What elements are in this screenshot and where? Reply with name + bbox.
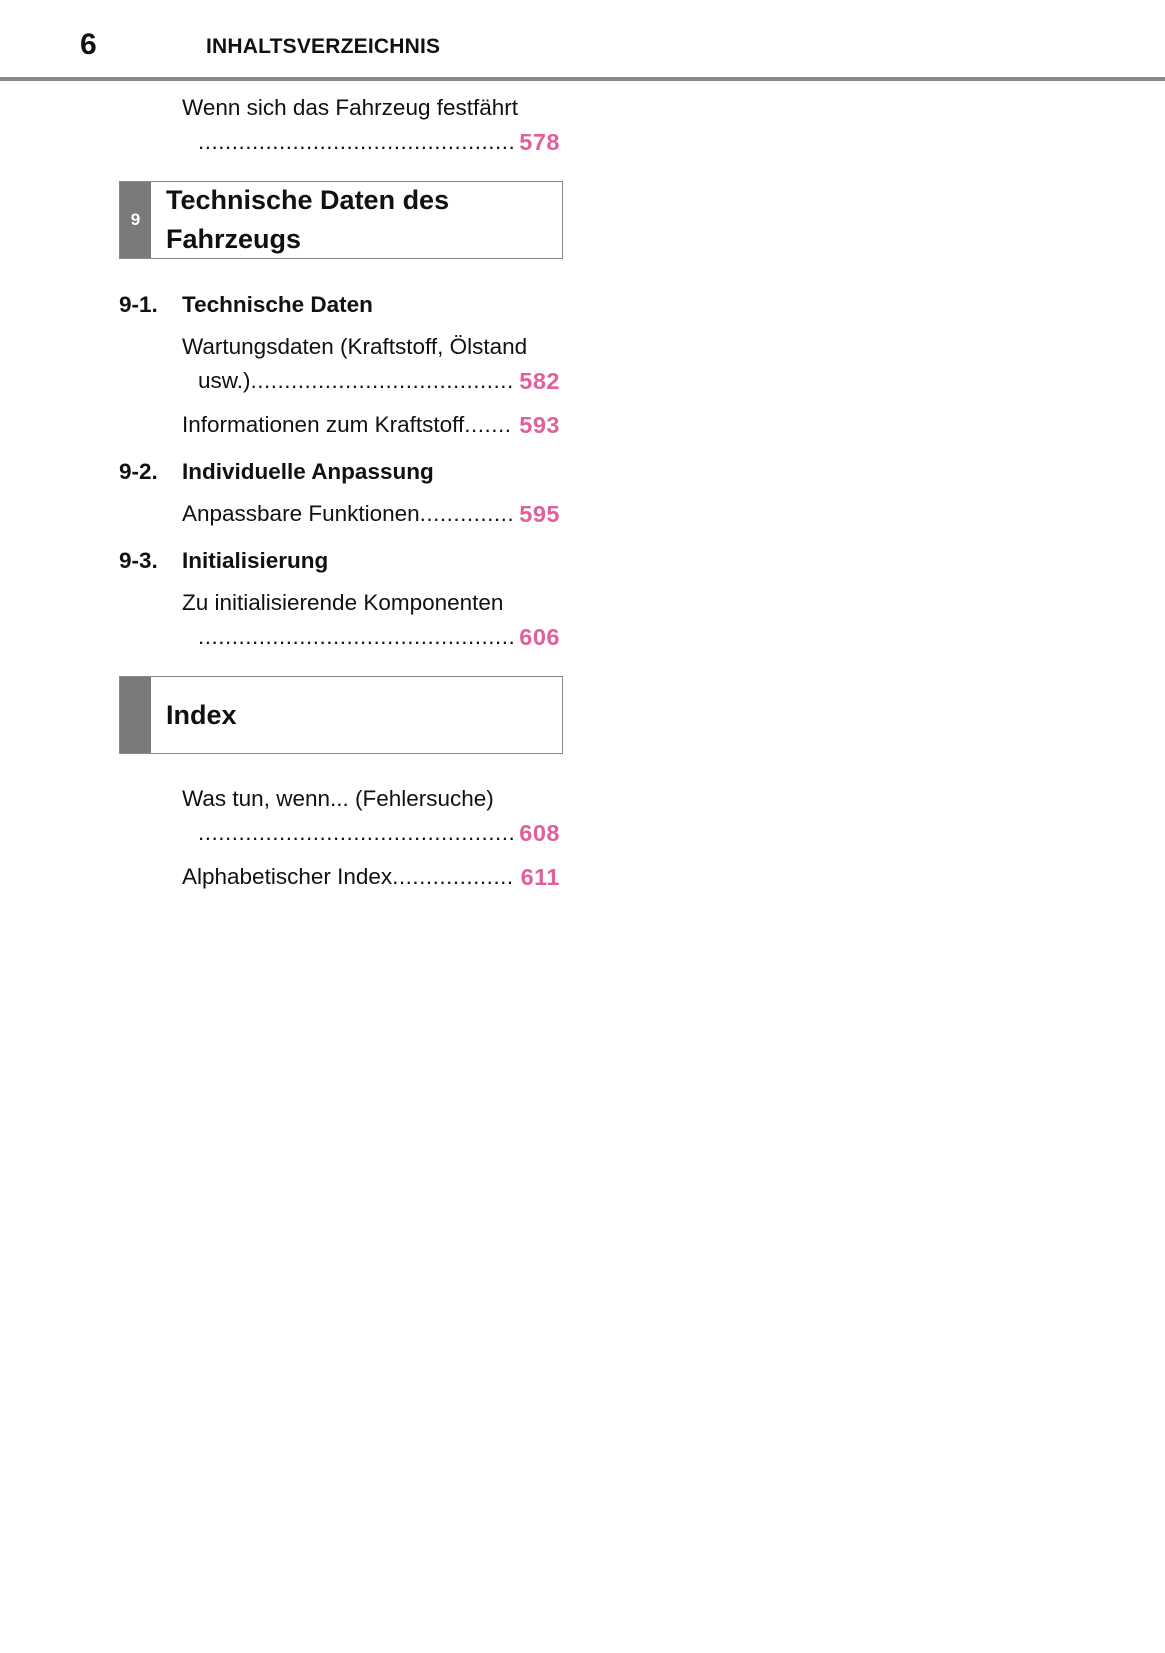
page-number: 6 xyxy=(80,28,97,61)
chapter-heading-9-1[interactable] xyxy=(119,288,373,322)
toc-page-ref[interactable]: 611 xyxy=(520,864,560,890)
toc-entry-wartungsdaten[interactable] xyxy=(182,330,560,398)
leader-dots xyxy=(198,620,513,654)
chapter-heading-9-3[interactable] xyxy=(119,544,328,578)
toc-entry-text: Wenn sich das Fahrzeug festfährt xyxy=(182,95,519,120)
leader-dots xyxy=(392,860,514,894)
leader-dots xyxy=(251,364,514,398)
toc-page-ref[interactable]: 608 xyxy=(519,820,560,846)
chapter-number: 9-3. xyxy=(119,548,158,573)
toc-page-ref[interactable]: 593 xyxy=(519,412,560,438)
page-title: INHALTSVERZEICHNIS xyxy=(206,35,441,58)
leader-dots xyxy=(198,125,513,159)
toc-entry-alphabetischer-index[interactable] xyxy=(182,860,560,894)
toc-entry-text-cont: usw.) xyxy=(198,368,251,393)
toc-page-ref[interactable]: 606 xyxy=(519,624,560,650)
toc-entry-text: Alphabetischer Index xyxy=(182,864,393,889)
toc-entry-fehlersuche[interactable] xyxy=(182,782,560,850)
section-title: Index xyxy=(166,699,237,730)
chapter-title: Initialisierung xyxy=(182,548,329,573)
leader-dots xyxy=(198,816,513,850)
toc-entry-text: Was tun, wenn... (Fehlersuche) xyxy=(182,786,494,811)
leader-dots xyxy=(420,497,514,531)
section-tab-number: 9 xyxy=(120,182,151,258)
chapter-number: 9-1. xyxy=(119,292,158,317)
toc-entry-text: Informationen zum Kraftstoff xyxy=(182,412,465,437)
header-divider xyxy=(0,77,1165,81)
toc-entry-kraftstoff[interactable] xyxy=(182,408,560,442)
toc-entry-text: Anpassbare Funktionen xyxy=(182,501,420,526)
toc-page-ref[interactable]: 578 xyxy=(519,129,560,155)
page-header xyxy=(0,0,1165,80)
toc-entry-text: Wartungsdaten (Kraftstoff, Ölstand xyxy=(182,334,528,359)
section-tab xyxy=(120,677,151,753)
chapter-title: Individuelle Anpassung xyxy=(182,459,434,484)
section-header-9[interactable] xyxy=(119,181,563,259)
chapter-number: 9-2. xyxy=(119,459,158,484)
toc-entry-komponenten[interactable] xyxy=(182,586,560,654)
chapter-title: Technische Daten xyxy=(182,292,373,317)
toc-entry-text: Zu initialisierende Komponenten xyxy=(182,590,504,615)
section-header-index[interactable] xyxy=(119,676,563,754)
chapter-heading-9-2[interactable] xyxy=(119,455,434,489)
toc-page-ref[interactable]: 595 xyxy=(519,501,560,527)
toc-entry-anpassbare-funktionen[interactable] xyxy=(182,497,560,531)
section-title: Technische Daten des Fahrzeugs xyxy=(166,185,450,254)
toc-page-ref[interactable]: 582 xyxy=(519,368,560,394)
toc-entry-festfaehrt[interactable] xyxy=(182,91,560,159)
leader-dots xyxy=(464,408,513,442)
